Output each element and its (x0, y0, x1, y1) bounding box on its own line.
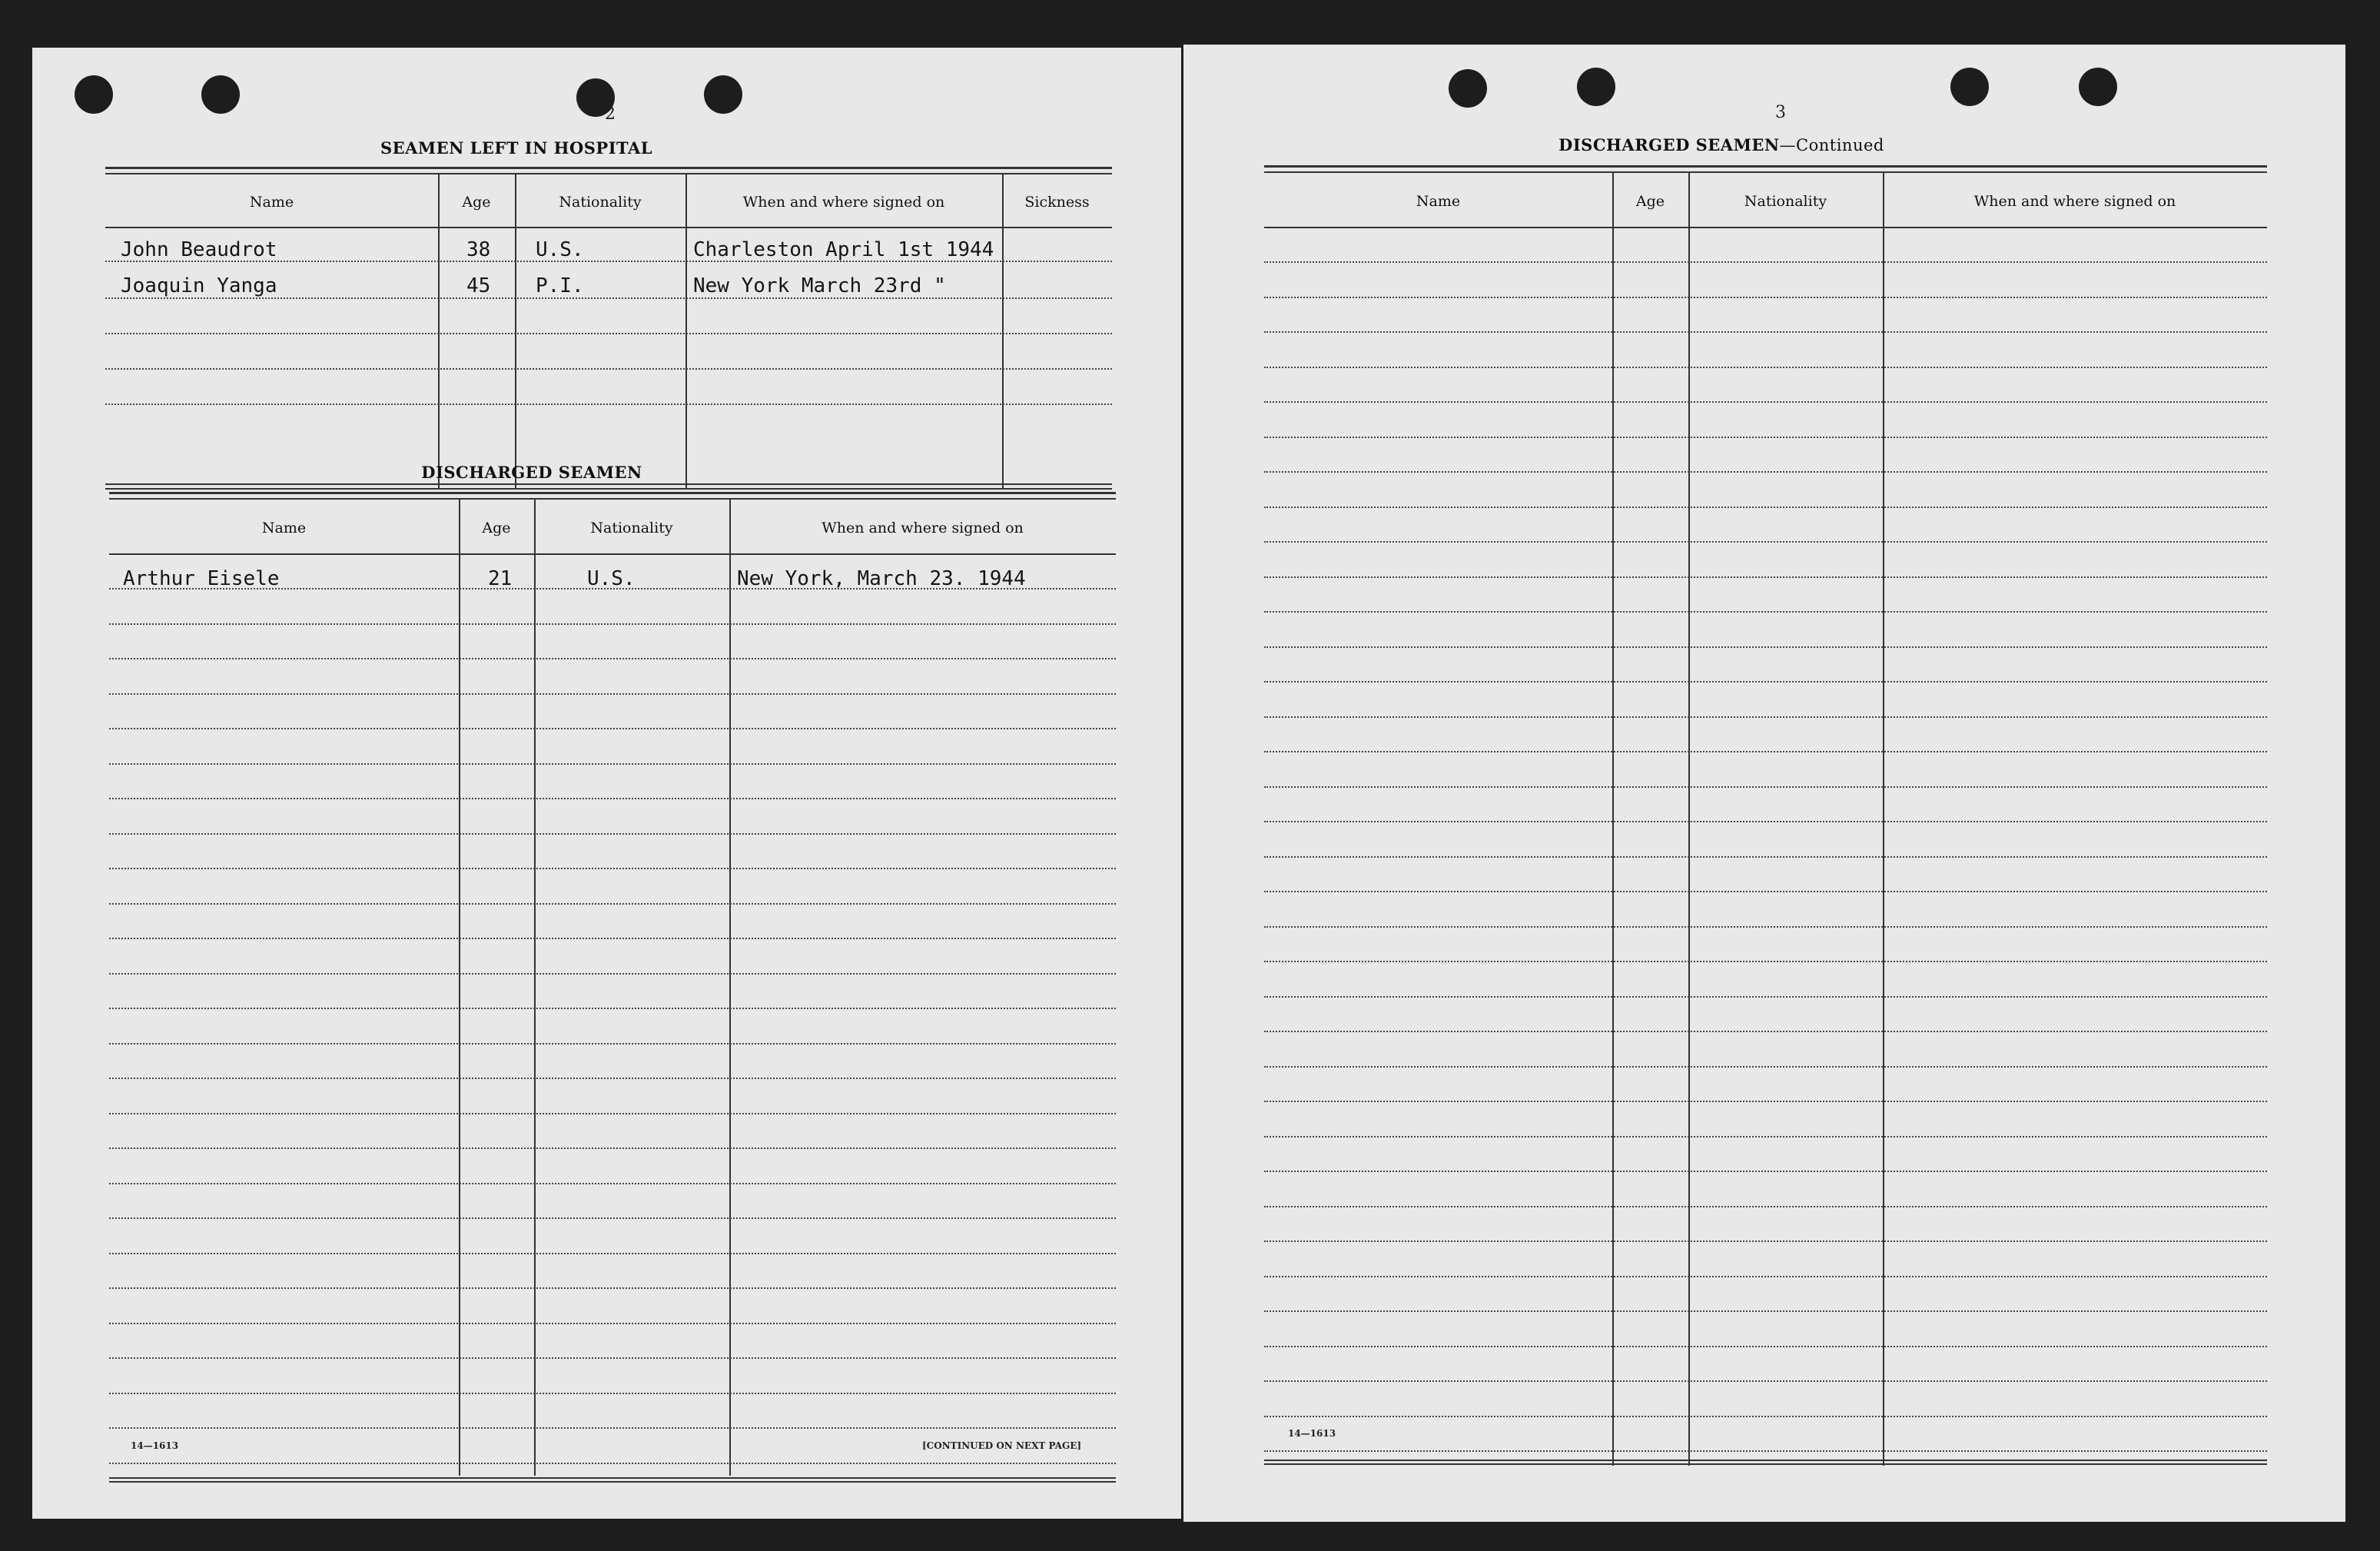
ruling-line (109, 658, 1116, 659)
ruling-line (1264, 1066, 2267, 1068)
continued-note: [CONTINUED ON NEXT PAGE] (922, 1440, 1082, 1451)
punch-hole (2079, 68, 2117, 106)
ruling-line (1264, 1136, 2267, 1138)
hospital-row-1-age: 38 (466, 238, 491, 261)
hospital-row-2-signed-on: New York March 23rd " (693, 274, 946, 297)
ruling-line (1264, 471, 2267, 473)
ruling-line (1264, 506, 2267, 508)
ruling-line (1264, 1416, 2267, 1417)
ruling-line (109, 1393, 1116, 1394)
hospital-row-1-signed-on: Charleston April 1st 1944 (693, 238, 994, 261)
ruling-line (109, 693, 1116, 695)
page-number: 3 (1775, 103, 1786, 122)
col-header-name: Name (249, 194, 294, 211)
punch-hole (75, 75, 113, 114)
discharged-row-1-signed-on: New York, March 23. 1944 (737, 567, 1026, 590)
ruling-line (1264, 1450, 2267, 1452)
col-header-name: Name (1416, 193, 1461, 210)
ruling-line (1264, 786, 2267, 788)
punch-hole (1449, 69, 1487, 108)
punch-hole (1950, 68, 1989, 106)
ruling-line (109, 1287, 1116, 1289)
ruling-line (109, 1323, 1116, 1324)
ruling-line (109, 903, 1116, 905)
ruling-line (1264, 1171, 2267, 1172)
ruling-line (1264, 1240, 2267, 1242)
ruling-line (1264, 821, 2267, 822)
ruling-line (1264, 1206, 2267, 1207)
form-number: 14—1613 (131, 1440, 179, 1451)
ruling-line (109, 1463, 1116, 1464)
ruling-line (1264, 541, 2267, 543)
ruling-line (109, 868, 1116, 869)
col-header-nationality: Nationality (1744, 193, 1827, 210)
ruling-line (1264, 401, 2267, 403)
discharged-row-1-nationality: U.S. (587, 567, 636, 590)
ruling-line (1264, 891, 2267, 892)
ruling-line (1264, 1276, 2267, 1277)
ruling-line (109, 1078, 1116, 1079)
ruling-line (1264, 996, 2267, 998)
discharged-continued-title (1491, 135, 1952, 154)
ruling-line (1264, 1346, 2267, 1347)
ruling-line (1264, 297, 2267, 298)
hospital-row-1-name: John Beaudrot (121, 238, 277, 261)
col-header-nationality: Nationality (590, 520, 673, 536)
punch-hole (1577, 68, 1615, 106)
col-header-signed-on: When and where signed on (822, 520, 1024, 536)
ruling-line (109, 728, 1116, 729)
ruling-line (1264, 751, 2267, 752)
discharged-continued-title-suffix: —Continued (1779, 136, 1884, 154)
punch-hole (704, 75, 742, 114)
ruling-line (109, 1357, 1116, 1359)
ruling-line (109, 1147, 1116, 1149)
discharged-table (109, 492, 1116, 1483)
col-header-name: Name (261, 520, 307, 536)
ruling-line (1264, 1310, 2267, 1312)
ruling-line (1264, 331, 2267, 333)
ruling-line (109, 1217, 1116, 1219)
discharged-row-1-name: Arthur Eisele (123, 567, 280, 590)
ruling-line (1264, 856, 2267, 858)
ruling-line (109, 798, 1116, 799)
hospital-section-title: SEAMEN LEFT IN HOSPITAL (380, 138, 653, 158)
col-header-signed-on: When and where signed on (1973, 193, 2176, 210)
discharged-row-1-age: 21 (488, 567, 513, 590)
ruling-line (1264, 1101, 2267, 1102)
ruling-line (1264, 1031, 2267, 1032)
ruling-line (1264, 646, 2267, 648)
ruling-line (109, 1427, 1116, 1429)
col-header-nationality: Nationality (559, 194, 642, 211)
ruling-line (109, 623, 1116, 625)
discharged-continued-title-main: DISCHARGED SEAMEN (1558, 135, 1780, 154)
left-page (32, 48, 1181, 1519)
col-header-age: Age (1635, 193, 1665, 210)
form-number: 14—1613 (1288, 1428, 1336, 1439)
col-header-sickness: Sickness (1024, 194, 1090, 211)
ruling-line (109, 1113, 1116, 1114)
ruling-line (1264, 1380, 2267, 1382)
page-number: 2 (605, 105, 616, 124)
ruling-line (1264, 367, 2267, 368)
ruling-line (109, 938, 1116, 939)
hospital-row-2-name: Joaquin Yanga (121, 274, 277, 297)
ruling-line (109, 1043, 1116, 1045)
punch-hole (201, 75, 240, 114)
ruling-line (1264, 681, 2267, 683)
col-header-signed-on: When and where signed on (742, 194, 945, 211)
hospital-table (105, 167, 1112, 490)
hospital-row-1-nationality: U.S. (536, 238, 584, 261)
ruling-line (1264, 611, 2267, 613)
discharged-continued-table (1264, 165, 2267, 1466)
discharged-section-title: DISCHARGED SEAMEN (421, 463, 642, 482)
ruling-line (1264, 961, 2267, 962)
ruling-line (1264, 926, 2267, 928)
ruling-line (1264, 576, 2267, 578)
ruling-line (109, 763, 1116, 765)
ruling-line (109, 833, 1116, 835)
ruling-line (1264, 716, 2267, 718)
col-header-age: Age (482, 520, 511, 536)
ruling-line (1264, 437, 2267, 438)
col-header-age: Age (462, 194, 491, 211)
ruling-line (109, 1008, 1116, 1009)
ruling-line (109, 1253, 1116, 1254)
hospital-row-2-nationality: P.I. (536, 274, 584, 297)
right-page (1183, 45, 2345, 1522)
ruling-line (109, 1183, 1116, 1184)
hospital-row-2-age: 45 (466, 274, 491, 297)
ruling-line (1264, 261, 2267, 263)
ruling-line (109, 973, 1116, 975)
